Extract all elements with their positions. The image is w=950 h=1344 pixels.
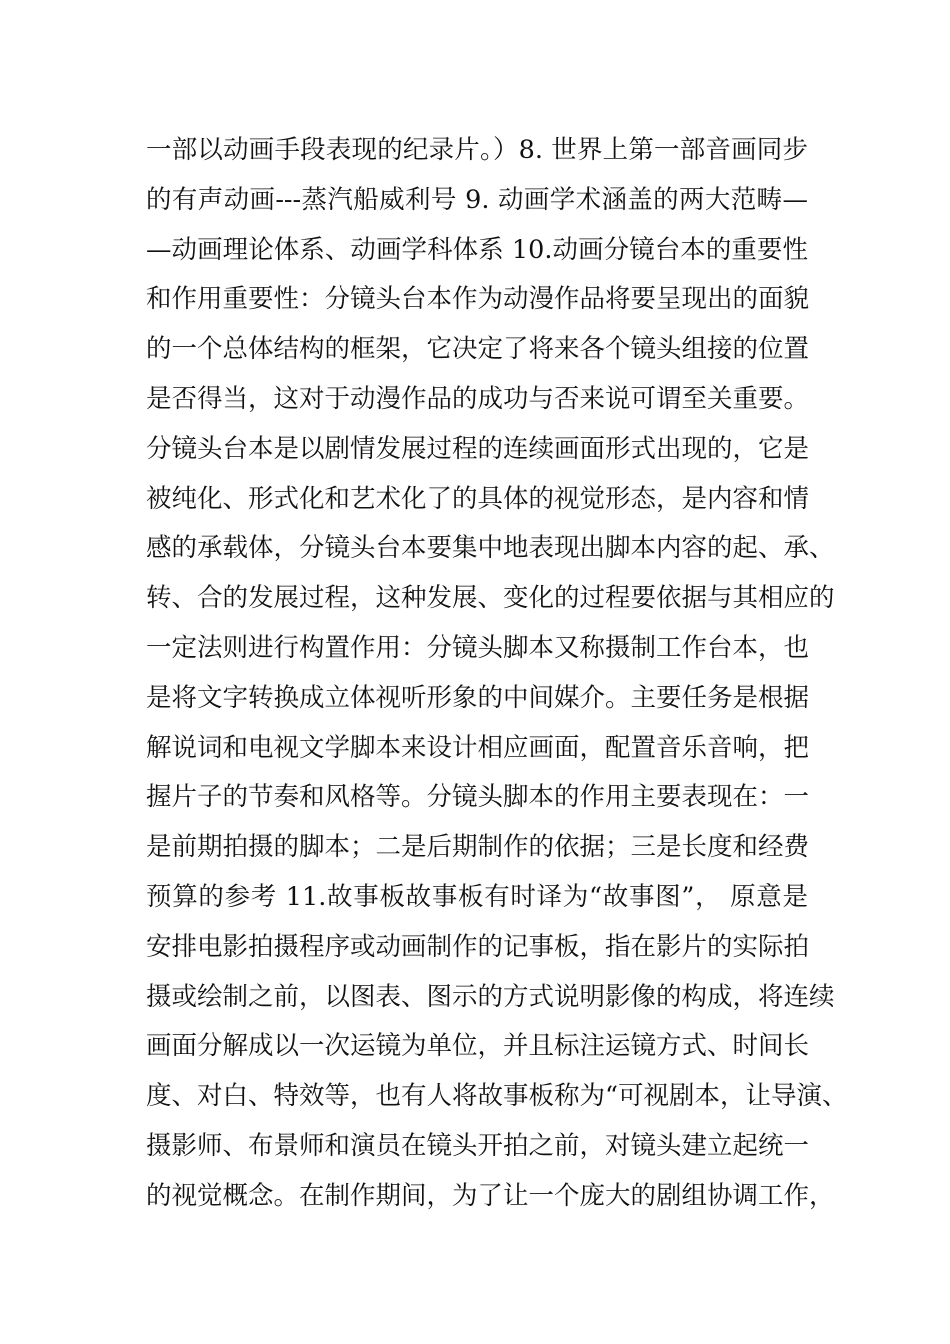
text-line: 被纯化、形式化和艺术化了的具体的视觉形态，是内容和情 [146, 483, 810, 514]
text-line: 感的承载体，分镜头台本要集中地表现出脚本内容的起、承、 [146, 533, 835, 564]
text-line: 是前期拍摄的脚本；二是后期制作的依据；三是长度和经费 [146, 832, 810, 863]
text-line: 度、对白、特效等，也有人将故事板称为“可视剧本，让导演、 [146, 1081, 848, 1112]
text-line: 摄或绘制之前，以图表、图示的方式说明影像的构成，将连续 [146, 981, 835, 1012]
text-line: 安排电影拍摄程序或动画制作的记事板，指在影片的实际拍 [146, 931, 810, 962]
text-line: 解说词和电视文学脚本来设计相应画面，配置音乐音响，把 [146, 732, 810, 763]
text-line: 一部以动画手段表现的纪录片。）8. 世界上第一部音画同步 [146, 135, 808, 165]
text-line: 握片子的节奏和风格等。分镜头脚本的作用主要表现在：一 [146, 782, 810, 813]
text-line: 预算的参考 11.故事板故事板有时译为“故事图”， 原意是 [146, 881, 808, 912]
text-line: 是否得当，这对于动漫作品的成功与否来说可谓至关重要。 [146, 383, 810, 414]
text-line: 转、合的发展过程，这种发展、变化的过程要依据与其相应的 [146, 583, 835, 614]
text-line: 的视觉概念。在制作期间，为了让一个庞大的剧组协调工作， [146, 1180, 835, 1211]
text-line: 画面分解成以一次运镜为单位，并且标注运镜方式、时间长 [146, 1031, 810, 1062]
text-line: —动画理论体系、动画学科体系 10.动画分镜台本的重要性 [146, 234, 808, 265]
text-line: 是将文字转换成立体视听形象的中间媒介。主要任务是根据 [146, 682, 810, 713]
text-line: 的有声动画---蒸汽船威利号 9. 动画学术涵盖的两大范畴— [146, 184, 808, 215]
text-line: 分镜头台本是以剧情发展过程的连续画面形式出现的，它是 [146, 433, 810, 464]
text-line: 和作用重要性：分镜头台本作为动漫作品将要呈现出的面貌 [146, 284, 810, 315]
text-line: 的一个总体结构的框架，它决定了将来各个镜头组接的位置 [146, 334, 810, 365]
body-text [146, 126, 848, 1222]
text-line: 一定法则进行构置作用：分镜头脚本又称摄制工作台本，也 [146, 632, 810, 663]
text-line: 摄影师、布景师和演员在镜头开拍之前，对镜头建立起统一 [146, 1130, 810, 1161]
